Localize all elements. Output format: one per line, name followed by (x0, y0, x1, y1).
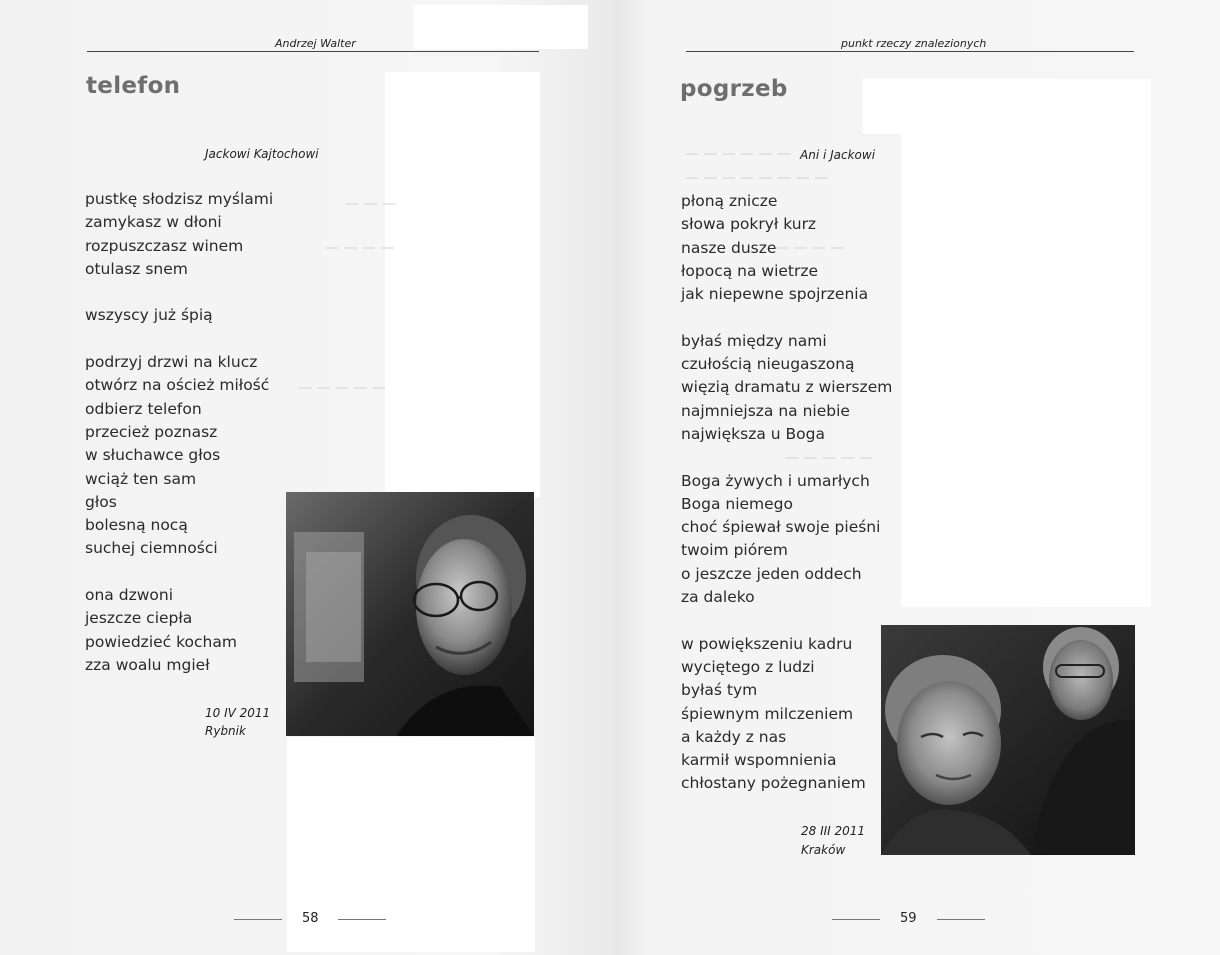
poem-line: zza woalu mgieł (85, 655, 210, 674)
header-rule (87, 51, 539, 52)
running-header: Andrzej Walter (275, 37, 356, 50)
whiteout-patch (901, 132, 1151, 607)
poem-title: pogrzeb (680, 76, 788, 102)
poem-line: jeszcze ciepła (85, 609, 193, 628)
poem-line: Boga niemego (681, 494, 794, 513)
poem-line: byłaś między nami (681, 331, 827, 350)
poem-place: Kraków (801, 843, 846, 857)
poem-line: bolesną nocą (85, 516, 188, 535)
stanza-gap (85, 281, 273, 304)
whiteout-patch (287, 737, 535, 952)
bleed-through-text: — — — — — — — — (685, 170, 829, 186)
whiteout-patch (863, 79, 1151, 134)
portrait-photo-elderly-man-glasses-icon (286, 492, 534, 736)
poem-line: suchej ciemności (85, 539, 218, 558)
poem-date: 28 III 2011 (801, 824, 866, 838)
bleed-through-text: — — — — — (298, 380, 386, 396)
poem-line: wszyscy już śpią (85, 306, 213, 325)
poem-line: w słuchawce głos (85, 446, 221, 465)
poem-line: łopocą na wietrze (681, 261, 819, 280)
running-header: punkt rzeczy znalezionych (841, 37, 987, 50)
whiteout-patch (413, 5, 588, 49)
poem-line: Boga żywych i umarłych (681, 471, 870, 490)
bleed-through-text: — — — — — (785, 450, 873, 466)
stanza-gap (681, 609, 892, 632)
poem-line: pustkę słodzisz myślami (85, 190, 274, 208)
portrait-photo-man (286, 492, 534, 736)
poem-line: więzią dramatu z wierszem (681, 378, 893, 397)
bleed-through-text: — — — (345, 196, 396, 212)
poem-line: jak niepewne spojrzenia (681, 285, 869, 304)
stanza-gap (681, 446, 892, 469)
stanza-gap (85, 328, 273, 351)
poem-line: największa u Boga (681, 424, 825, 443)
page-number-dash (234, 919, 282, 920)
stanza-gap (85, 561, 273, 584)
bleed-through-text: — — — — (775, 240, 845, 256)
poem-line: byłaś tym (681, 681, 758, 700)
poem-line: karmił wspomnienia (681, 751, 837, 770)
poem-line: płoną znicze (681, 192, 778, 210)
page-number: 58 (302, 911, 319, 926)
poem-line: podrzyj drzwi na klucz (85, 353, 258, 372)
poem-line: a każdy z nas (681, 727, 787, 746)
poem-dedication: Jackowi Kajtochowi (205, 147, 319, 161)
poem-line: zamykasz w dłoni (85, 213, 222, 232)
poem-line: w powiększeniu kadru (681, 634, 853, 653)
poem-line: otulasz snem (85, 259, 188, 278)
page-number: 59 (900, 911, 917, 926)
poem-line: za daleko (681, 588, 755, 607)
poem-line: odbierz telefon (85, 399, 202, 418)
poem-line: ona dzwoni (85, 586, 173, 605)
poem-line: wciąż ten sam (85, 469, 197, 488)
page-number-dash (937, 919, 985, 920)
poem-line: chłostany pożegnaniem (681, 774, 866, 793)
poem-title: telefon (86, 73, 181, 99)
right-page (615, 0, 1220, 955)
poem-line: otwórz na oścież miłość (85, 376, 270, 395)
poem-line: wyciętego z ludzi (681, 657, 815, 676)
poem-body (85, 188, 273, 677)
poem-line: najmniejsza na niebie (681, 401, 850, 420)
poem-date: 10 IV 2011 (205, 706, 271, 720)
header-rule (686, 51, 1134, 52)
stanza-gap (681, 306, 892, 329)
poem-line: nasze dusze (681, 238, 777, 257)
poem-line: rozpuszczasz winem (85, 236, 244, 255)
poem-body (681, 190, 892, 796)
poem-line: słowa pokrył kurz (681, 215, 817, 234)
portrait-photo-woman-man (881, 625, 1135, 855)
poem-place: Rybnik (205, 724, 246, 738)
portrait-photo-elderly-woman-and-man-icon (881, 625, 1135, 855)
poem-line: choć śpiewał swoje pieśni (681, 518, 881, 537)
poem-line: twoim piórem (681, 541, 788, 560)
poem-line: czułością nieugaszoną (681, 355, 855, 374)
poem-line: powiedzieć kocham (85, 632, 237, 651)
poem-line: przecież poznasz (85, 422, 218, 441)
page-number-dash (338, 919, 386, 920)
whiteout-patch (385, 72, 540, 497)
poem-dedication: Ani i Jackowi (800, 148, 876, 162)
poem-line: o jeszcze jeden oddech (681, 564, 862, 583)
page-number-dash (832, 919, 880, 920)
bleed-through-text: — — — — — — (685, 146, 792, 162)
bleed-through-text: — — — — (325, 240, 395, 256)
poem-line: śpiewnym milczeniem (681, 704, 854, 723)
poem-line: głos (85, 492, 117, 511)
